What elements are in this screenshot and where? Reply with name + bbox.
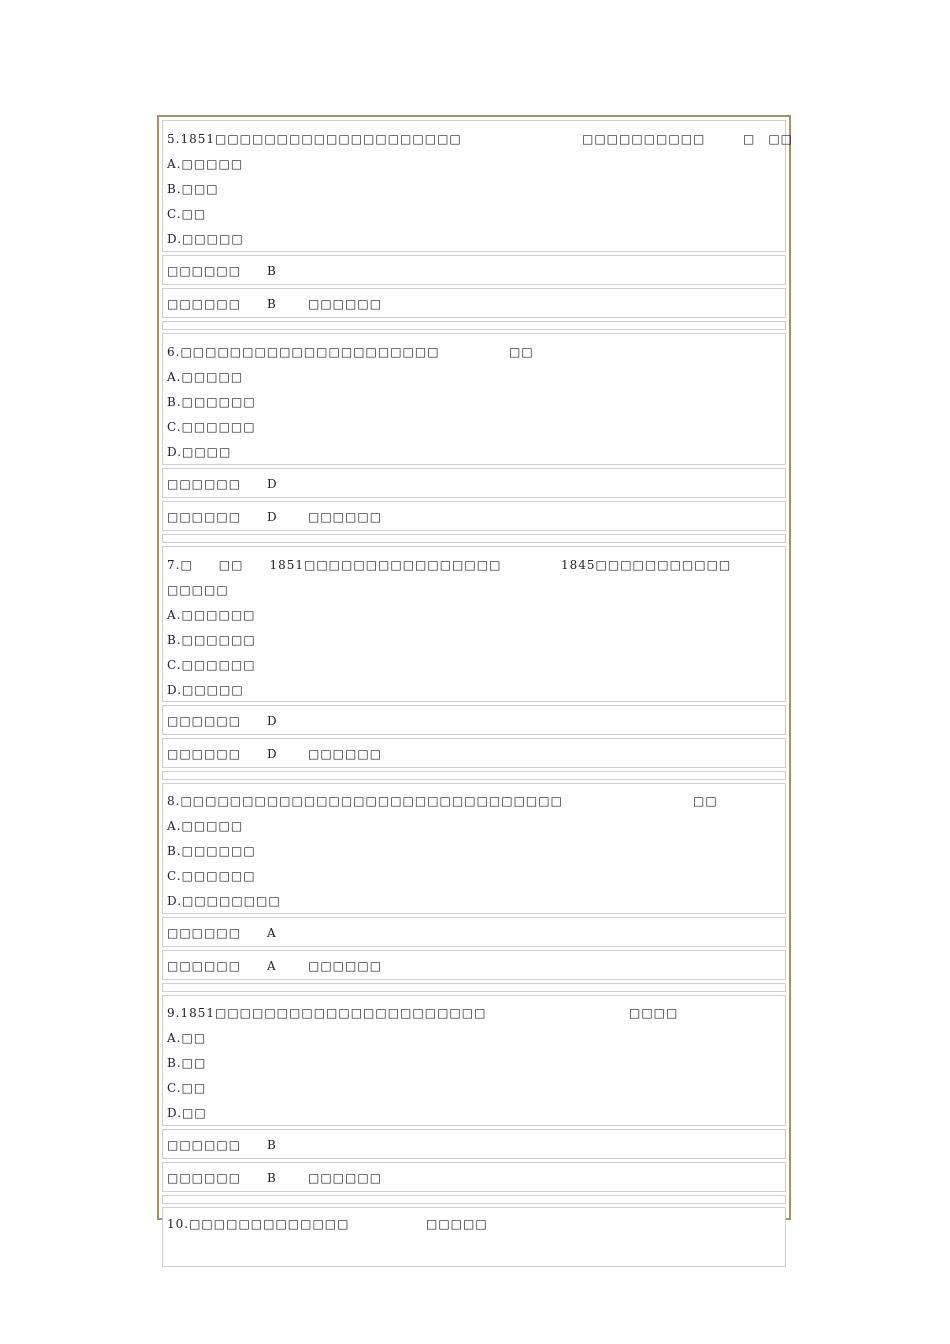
option-b[interactable]: B.□□ <box>167 1056 207 1070</box>
question-tail-bracket: □ □□ <box>743 132 794 146</box>
divider-row <box>162 321 786 330</box>
option-d[interactable]: D.□□□□ <box>167 445 232 459</box>
answer-result-note: □□□□□□ <box>308 959 383 973</box>
user-answer-value: D <box>267 747 277 761</box>
question-tail: □□□□ <box>629 1006 679 1020</box>
correct-answer-label: □□□□□□ <box>167 714 242 728</box>
option-b[interactable]: B.□□□□□□ <box>167 844 256 858</box>
correct-answer-row <box>162 917 786 947</box>
correct-answer-value: B <box>267 264 276 278</box>
correct-answer-label: □□□□□□ <box>167 926 242 940</box>
user-answer-value: D <box>267 510 277 524</box>
question-card-5 <box>162 120 794 252</box>
correct-answer-value: D <box>267 477 277 491</box>
option-c[interactable]: C.□□□□□□ <box>167 420 256 434</box>
user-answer-row <box>162 1162 786 1192</box>
option-c[interactable]: C.□□ <box>167 1081 207 1095</box>
user-answer-value: B <box>267 1171 276 1185</box>
question-card-7 <box>162 546 786 702</box>
option-c[interactable]: C.□□□□□□ <box>167 658 256 672</box>
user-answer-value: A <box>267 959 276 973</box>
question-text: 6.□□□□□□□□□□□□□□□□□□□□□ <box>167 345 440 359</box>
option-b[interactable]: B.□□□□□□ <box>167 633 256 647</box>
quiz-frame <box>157 115 794 1231</box>
option-a[interactable]: A.□□□□□□ <box>167 608 256 622</box>
question-card-10 <box>162 1207 786 1267</box>
option-c[interactable]: C.□□□□□□ <box>167 869 256 883</box>
correct-answer-value: A <box>267 926 276 940</box>
option-b[interactable]: B.□□□□□□ <box>167 395 256 409</box>
correct-answer-row <box>162 468 786 498</box>
correct-answer-label: □□□□□□ <box>167 1138 242 1152</box>
answer-result-note: □□□□□□ <box>308 510 383 524</box>
answer-result-note: □□□□□□ <box>308 1171 383 1185</box>
option-b[interactable]: B.□□□ <box>167 182 219 196</box>
user-answer-row <box>162 501 786 531</box>
question-text: 7.□ □□ 1851□□□□□□□□□□□□□□□□ <box>167 558 502 572</box>
user-answer-row <box>162 738 786 768</box>
option-d[interactable]: D.□□ <box>167 1106 207 1120</box>
question-tail: □□□□□□□□□□ <box>582 132 706 146</box>
user-answer-label: □□□□□□ <box>167 510 242 524</box>
option-c[interactable]: C.□□ <box>167 207 207 221</box>
user-answer-row <box>162 950 786 980</box>
user-answer-value: B <box>267 297 276 311</box>
divider-row <box>162 534 786 543</box>
divider-row <box>162 1195 786 1204</box>
question-text: 5.1851□□□□□□□□□□□□□□□□□□□□ <box>167 132 462 146</box>
correct-answer-value: B <box>267 1138 276 1152</box>
question-text: 10.□□□□□□□□□□□□□ <box>167 1217 350 1231</box>
question-tail: 1845□□□□□□□□□□□ <box>561 558 732 572</box>
question-card-6 <box>162 333 786 465</box>
user-answer-label: □□□□□□ <box>167 1171 242 1185</box>
option-a[interactable]: A.□□ <box>167 1031 207 1045</box>
user-answer-label: □□□□□□ <box>167 297 242 311</box>
answer-result-note: □□□□□□ <box>308 297 383 311</box>
question-card-8 <box>162 783 786 914</box>
option-a[interactable]: A.□□□□□ <box>167 157 244 171</box>
correct-answer-label: □□□□□□ <box>167 477 242 491</box>
correct-answer-row <box>162 705 786 735</box>
option-d[interactable]: D.□□□□□□□□ <box>167 894 281 908</box>
option-a[interactable]: A.□□□□□ <box>167 370 244 384</box>
user-answer-label: □□□□□□ <box>167 959 242 973</box>
option-d[interactable]: D.□□□□□ <box>167 683 244 697</box>
correct-answer-row <box>162 255 786 285</box>
answer-result-note: □□□□□□ <box>308 747 383 761</box>
question-text: 8.□□□□□□□□□□□□□□□□□□□□□□□□□□□□□□□ <box>167 794 563 808</box>
correct-answer-row <box>162 1129 786 1159</box>
quiz-list <box>162 120 794 1270</box>
question-tail: □□ <box>693 794 718 808</box>
correct-answer-value: D <box>267 714 277 728</box>
user-answer-row <box>162 288 786 318</box>
question-text: 9.1851□□□□□□□□□□□□□□□□□□□□□□ <box>167 1006 487 1020</box>
divider-row <box>162 983 786 992</box>
divider-row <box>162 771 786 780</box>
question-tail: □□ <box>509 345 534 359</box>
correct-answer-label: □□□□□□ <box>167 264 242 278</box>
user-answer-label: □□□□□□ <box>167 747 242 761</box>
question-text-line2: □□□□□ <box>167 583 229 597</box>
option-a[interactable]: A.□□□□□ <box>167 819 244 833</box>
question-card-9 <box>162 995 786 1126</box>
option-d[interactable]: D.□□□□□ <box>167 232 244 246</box>
question-tail: □□□□□ <box>426 1217 488 1231</box>
